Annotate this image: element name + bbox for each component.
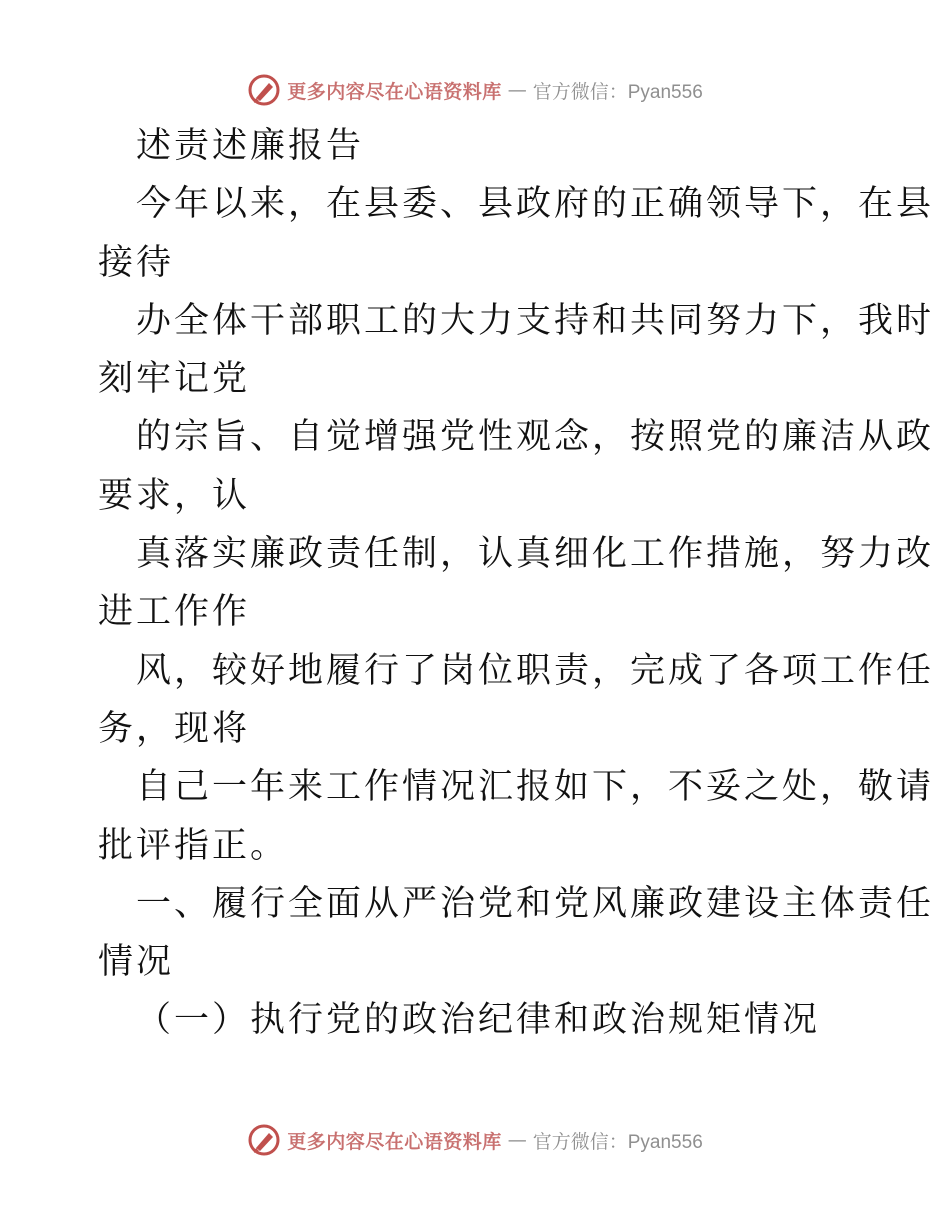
- text-line: 进工作作: [98, 592, 251, 633]
- watermark-brand: 更多内容尽在心语资料库: [287, 80, 502, 103]
- text-line: 刻牢记党: [98, 359, 251, 400]
- footer-watermark: [0, 1120, 950, 1160]
- section-heading-continued: 情况: [98, 942, 175, 983]
- watermark-dash: —: [507, 1129, 527, 1151]
- header-watermark: [0, 70, 950, 110]
- pen-logo-icon: [247, 73, 281, 107]
- text-line: 自己一年来工作情况汇报如下，不妥之处，敬请: [136, 767, 935, 808]
- document-body: [98, 117, 935, 1050]
- subsection-heading: （一）执行党的政治纪律和政治规矩情况: [136, 1000, 821, 1041]
- text-line: 务，现将: [98, 708, 251, 749]
- text-line: 风，较好地履行了岗位职责，完成了各项工作任: [136, 650, 935, 691]
- text-line: 办全体干部职工的大力支持和共同努力下，我时: [136, 300, 935, 341]
- pen-logo-icon: [247, 1123, 281, 1157]
- watermark-dash: —: [507, 79, 527, 101]
- watermark-brand: 更多内容尽在心语资料库: [287, 1130, 502, 1153]
- text-line: 要求，认: [98, 475, 251, 516]
- document-title: 述责述廉报告: [136, 126, 365, 166]
- text-line: 真落实廉政责任制，认真细化工作措施，努力改: [136, 534, 935, 575]
- text-line: 的宗旨、自觉增强党性观念，按照党的廉洁从政: [136, 417, 935, 458]
- text-line: 批评指正。: [98, 825, 289, 866]
- watermark-contact: 官方微信：Pyan556: [532, 1131, 703, 1153]
- section-heading: 一、履行全面从严治党和党风廉政建设主体责任: [136, 883, 935, 924]
- text-line: 接待: [98, 242, 175, 283]
- watermark-contact: 官方微信：Pyan556: [532, 81, 703, 103]
- text-line: 今年以来，在县委、县政府的正确领导下，在县: [136, 184, 935, 225]
